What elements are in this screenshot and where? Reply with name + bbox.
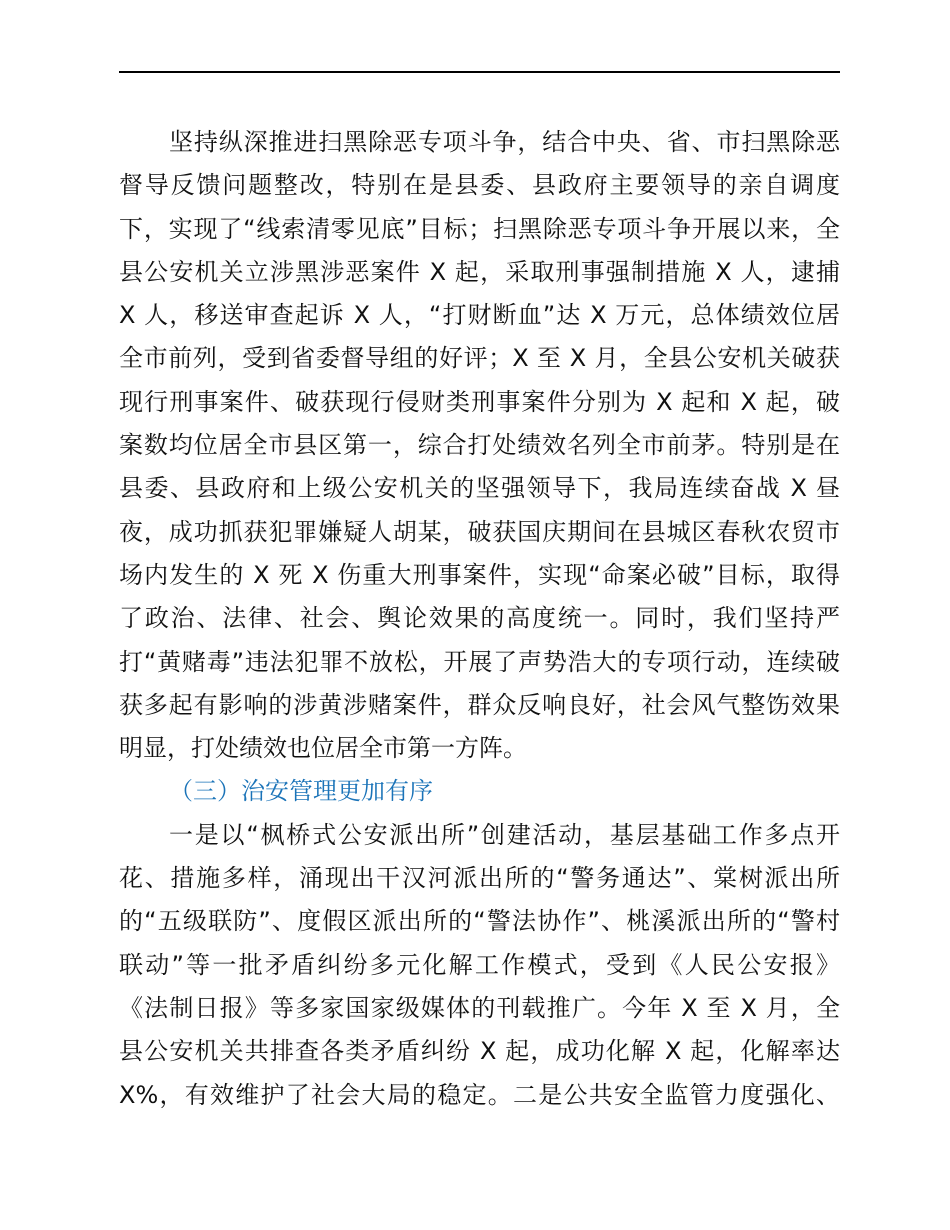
text-line: 了政治、法律、社会、舆论效果的高度统一。同时，我们坚持严 (119, 604, 840, 633)
text-line: 督导反馈问题整改，特别在是县委、县政府主要领导的亲自调度 (119, 171, 840, 200)
text-line: 打“黄赌毒”违法犯罪不放松，开展了声势浩大的专项行动，连续破 (119, 647, 840, 676)
text-line: 县委、县政府和上级公安机关的坚强领导下，我局连续奋战 X 昼 (119, 474, 840, 503)
text-line: 的“五级联防”、度假区派出所的“警法协作”、桃溪派出所的“警村 (119, 907, 840, 936)
text-line: 《法制日报》等多家国家级媒体的刊载推广。今年 X 至 X 月，全 (119, 993, 840, 1022)
text-line: 坚持纵深推进扫黑除恶专项斗争，结合中央、省、市扫黑除恶 (169, 128, 840, 156)
text-line: 县公安机关立涉黑涉恶案件 X 起，采取刑事强制措施 X 人，逮捕 (119, 257, 840, 286)
text-line: 一是以“枫桥式公安派出所”创建活动，基层基础工作多点开 (169, 820, 840, 849)
paragraph-1 (119, 121, 840, 770)
text-line: 花、措施多样，涌现出干汉河派出所的“警务通达”、棠树派出所 (119, 864, 840, 893)
text-line: 案数均位居全市县区第一，综合打处绩效名列全市前茅。特别是在 (119, 431, 840, 460)
section-heading: （三）治安管理更加有序 (169, 777, 433, 806)
text-line: 联动”等一批矛盾纠纷多元化解工作模式，受到《人民公安报》 (119, 950, 840, 979)
paragraph-2 (119, 814, 840, 1117)
text-line: 下，实现了“线索清零见底”目标；扫黑除恶专项斗争开展以来，全 (119, 214, 840, 243)
text-line: 场内发生的 X 死 X 伤重大刑事案件，实现“命案必破”目标，取得 (119, 560, 840, 589)
text-line: 现行刑事案件、破获现行侵财类刑事案件分别为 X 起和 X 起，破 (119, 387, 840, 416)
text-line: 获多起有影响的涉黄涉赌案件，群众反响良好，社会风气整饬效果 (119, 690, 840, 719)
text-line: X%，有效维护了社会大局的稳定。二是公共安全监管力度强化、 (119, 1080, 840, 1109)
document-body (119, 121, 840, 1117)
text-line: 全市前列，受到省委督导组的好评；X 至 X 月，全县公安机关破获 (119, 344, 840, 373)
text-line: 夜，成功抓获犯罪嫌疑人胡某，破获国庆期间在县城区春秋农贸市 (119, 517, 840, 546)
text-line: 明显，打处绩效也位居全市第一方阵。 (119, 734, 527, 763)
text-line: X 人，移送审查起诉 X 人，“打财断血”达 X 万元，总体绩效位居 (119, 301, 840, 330)
text-line: 县公安机关共排查各类矛盾纠纷 X 起，成功化解 X 起，化解率达 (119, 1037, 840, 1066)
header-rule (119, 71, 840, 73)
